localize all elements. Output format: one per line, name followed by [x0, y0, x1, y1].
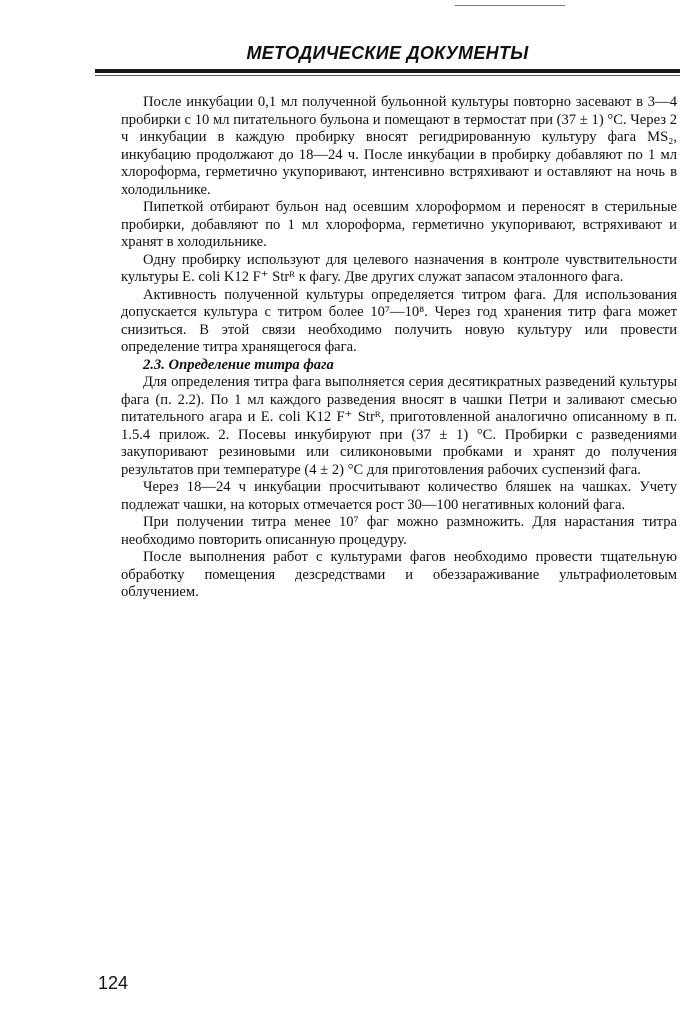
running-header-title: МЕТОДИЧЕСКИЕ ДОКУМЕНТЫ [246, 43, 529, 63]
paragraph: При получении титра менее 10⁷ фаг можно размножить. Для нарастания титра необходимо повторить описанную процедуру. [121, 514, 677, 548]
paragraph: Для определения титра фага выполняется серия десятикратных разведений культуры фага (п. 2.2). По 1 мл каждого разведения вносят в чашки Петри и заливают смесью питательного агара и E. coli K12 F⁺ Strᴿ, приготовленной аналогично описанному в п. 1.5.4 прилож. 2. Посевы инкубируют при (37 ± 1) °С. Пробирки с разведениями закупоривают резиновыми или силиконовыми пробками и хранят до получения результатов при температуре (4 ± 2) °С для приготовления рабочих суспензий фага. [121, 374, 677, 478]
paragraph: После выполнения работ с культурами фагов необходимо провести тщательную обработку помещения дезсредствами и обеззараживание ультрафиолетовым облучением. [121, 549, 677, 600]
paragraph: Одну пробирку используют для целевого назначения в контроле чувствительности культуры E. coli K12 F⁺ Strᴿ к фагу. Две других служат запасом эталонного фага. [121, 251, 677, 285]
page-number: 124 [98, 973, 129, 993]
header-rule-thick [95, 69, 680, 73]
page-body [121, 94, 677, 602]
paragraph: Через 18—24 ч инкубации просчитывают количество бляшек на чашках. Учету подлежат чашки, на которых отмечается рост 30—100 негативных колоний фага. [121, 479, 677, 513]
top-edge-rule [455, 5, 565, 6]
header-rule-thin [95, 75, 680, 76]
section-heading: 2.3. Определение титра фага [143, 356, 334, 373]
paragraph: Пипеткой отбирают бульон над осевшим хлороформом и переносят в стерильные пробирки, добавляют по 1 мл хлороформа, герметично укупоривают, встряхивают и хранят в холодильнике. [121, 199, 677, 250]
paragraph: После инкубации 0,1 мл полученной бульонной культуры повторно засевают в 3—4 пробирки с 10 мл питательного бульона и помещают в термостат при (37 ± 1) °С. Через 2 ч инкубации в каждую пробирку вносят регидрированную культуру фага MS₂, инкубацию продолжают до 18—24 ч. После инкубации в пробирку добавляют по 1 мл хлороформа, герметично укупоривают, интенсивно встряхивают и оставляют на ночь в холодильнике. [121, 94, 677, 198]
paragraph: Активность полученной культуры определяется титром фага. Для использования допускается культура с титром более 10⁷—10⁸. Через год хранения титр фага может снизиться. В этой связи необходимо получить новую культуру или провести определение титра хранящегося фага. [121, 286, 677, 355]
